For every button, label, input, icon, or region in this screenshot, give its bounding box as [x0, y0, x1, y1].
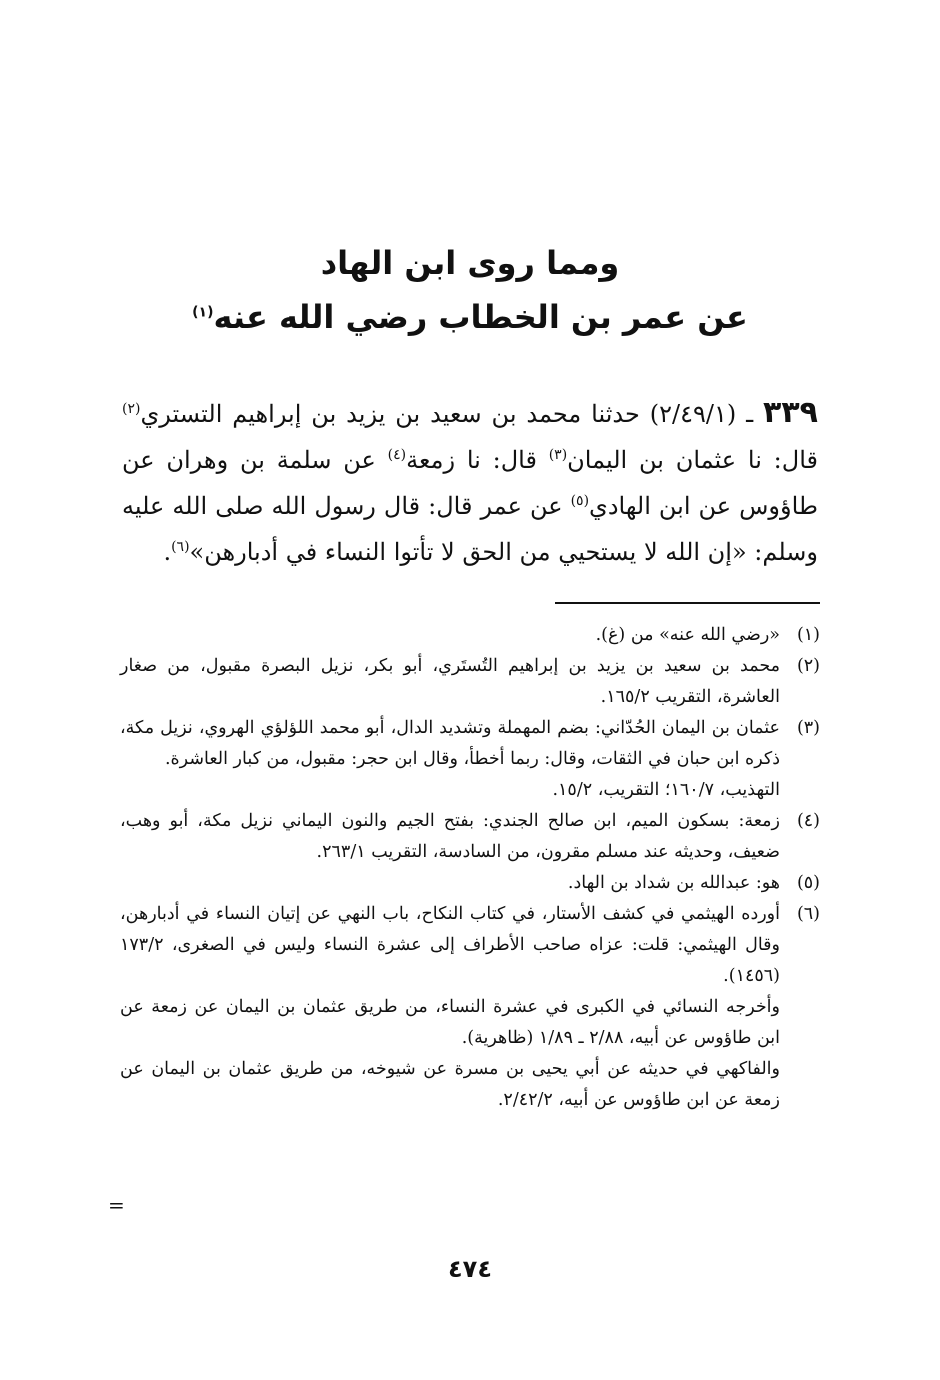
footnote-ref: (٦) — [171, 539, 190, 555]
page-number: ٤٧٤ — [448, 1255, 492, 1283]
footnote-2 — [120, 651, 820, 713]
footnote-6 — [120, 899, 820, 992]
footnote-4 — [120, 806, 820, 868]
footnotes — [120, 620, 820, 1116]
footnote-6-continuation: والفاكهي في حديثه عن أبي يحيى بن مسرة عن شيوخه، من طريق عثمان بن اليمان عن زمعة عن ابن طاؤوس عن أبيه، ٢/٤٢/٢. — [120, 1059, 780, 1110]
footnote-number: (٣) — [796, 718, 820, 738]
continuation-mark: = — [108, 1193, 125, 1217]
footnote-number: (١) — [796, 625, 820, 645]
footnote-text: «رضي الله عنه» من (غ). — [595, 625, 780, 645]
chapter-title-line-1: ومما روى ابن الهاد — [320, 244, 620, 282]
footnote-1 — [120, 620, 820, 651]
footnote-ref: (٣) — [548, 447, 568, 463]
footnote-text: هو: عبدالله بن شداد بن الهاد. — [567, 873, 780, 893]
footnote-number: (٤) — [796, 811, 820, 831]
hadith-number: ٣٣٩ — [763, 395, 818, 430]
footnote-ref: (٤) — [387, 447, 407, 463]
footnote-3-continuation: التهذيب، ١٦٠/٧؛ التقريب، ١٥/٢. — [552, 780, 780, 800]
footnote-text: أورده الهيثمي في كشف الأستار، في كتاب النكاح، باب النهي عن إتيان النساء في أدبارهن، وقال الهيثمي: قلت: عزاه صاحب الأطراف إلى عشرة النساء وليس في الصغرى، ١٧٣/٢ (١٤٥٦). — [120, 904, 780, 986]
manuscript-ref: (٢/٤٩/١) — [649, 400, 737, 428]
footnote-ref: (٥) — [570, 493, 590, 509]
footnote-text: زمعة: بسكون الميم، ابن صالح الجندي: بفتح الجيم والنون اليماني نزيل مكة، أبو وهب، ضعيف، وحديثه عند مسلم مقرون، من السادسة، التقريب ٢٦٣/١. — [120, 811, 780, 862]
footnote-text: محمد بن سعيد بن يزيد بن إبراهيم التُستَري، أبو بكر، نزيل البصرة مقبول، من صغار العاشرة، التقريب ١٦٥/٢. — [120, 656, 780, 707]
footnote-number: (٥) — [796, 873, 820, 893]
footnote-number: (٦) — [796, 904, 820, 924]
footnote-ref: (٢) — [122, 401, 141, 417]
footnote-divider — [555, 602, 820, 604]
chapter-title-line-2: عن عمر بن الخطاب رضي الله عنه$^{(١)}$ — [192, 298, 748, 336]
footnote-3 — [120, 713, 820, 775]
footnote-text: عثمان بن اليمان الحُدّاني: بضم المهملة وتشديد الدال، أبو محمد اللؤلؤي الهروي، نزيل مكة، ذكره ابن حبان في الثقات، وقال: ربما أخطأ، وقال ابن حجر: مقبول، من كبار العاشرة. — [120, 718, 780, 769]
title-footnote-ref: (١) — [192, 304, 214, 321]
footnote-5 — [120, 868, 820, 899]
footnote-6-continuation: وأخرجه النسائي في الكبرى في عشرة النساء، من طريق عثمان بن اليمان عن زمعة عن ابن طاؤوس عن أبيه، ٢/٨٨ ـ ١/٨٩ (ظاهرية). — [120, 997, 780, 1048]
hadith-text: ٣٣٩ ـ (٢/٤٩/١) حدثنا محمد بن سعيد بن يزيد بن إبراهيم التستري$^{(٢)}$ قال: نا عثمان بن اليمان$^{(٣)}$ قال: نا زمعة$^{(٤)}$ عن سلمة بن وهران عن طاؤوس عن ابن الهادي$^{(٥)}$ عن عمر قال: قال رسول الله صلى الله عليه وسلم: «إن الله لا يستحيي من الحق لا تأتوا النساء في أدبارهن»$^{(٦)}$. — [122, 395, 819, 566]
footnote-number: (٢) — [796, 656, 820, 676]
